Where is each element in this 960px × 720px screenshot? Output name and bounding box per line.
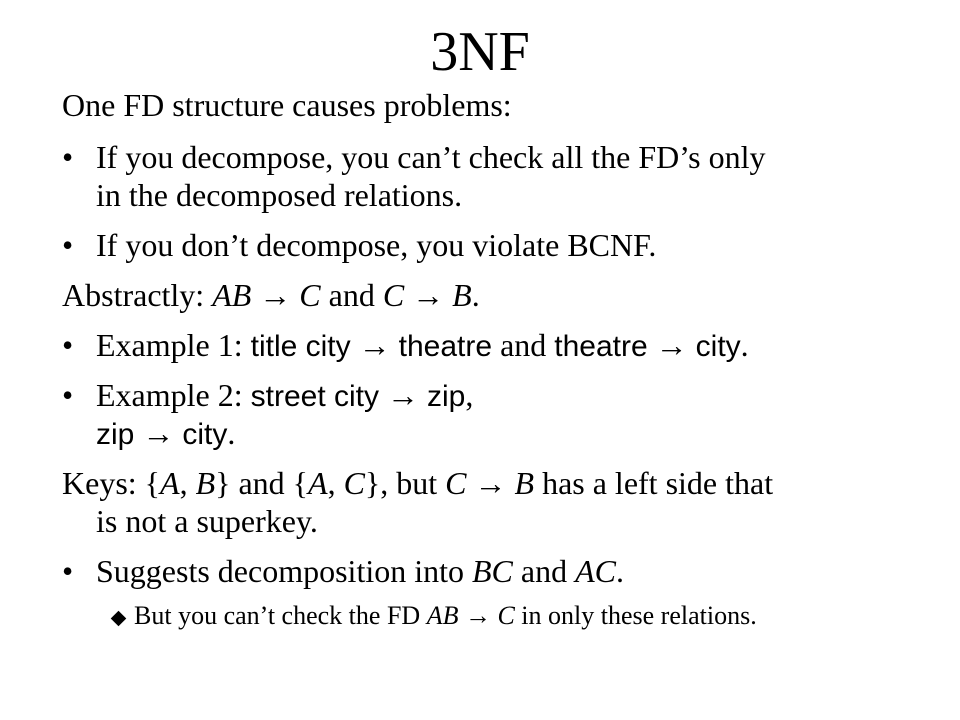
diamond-bullet-icon	[111, 611, 127, 627]
bullet-marker: •	[62, 139, 74, 175]
keys-B1: B	[195, 465, 216, 501]
example-1-lhs2: theatre	[554, 330, 648, 363]
abstract-and: and	[320, 277, 383, 313]
bullet-marker: •	[62, 227, 74, 263]
arrow-symbol: →	[474, 465, 507, 501]
bullet-marker: •	[62, 377, 74, 413]
keys-sep2: ,	[327, 465, 344, 501]
slide-title: 3NF	[430, 21, 530, 83]
keys-A2: A	[308, 465, 328, 501]
example-2-lhs2: zip	[96, 418, 135, 451]
example-2-lhs: street city	[250, 380, 379, 413]
example-1-line	[96, 326, 749, 366]
arrow-symbol: →	[358, 327, 391, 363]
abstract-line	[62, 276, 480, 314]
arrow-symbol: →	[412, 277, 445, 313]
problem-2-line-1: If you don’t decompose, you violate BCNF.	[96, 227, 657, 263]
suggest-line	[96, 552, 624, 590]
keys-prefix: Keys: {	[62, 465, 161, 501]
keys-tail: has a left side that	[534, 465, 774, 501]
sub-AB: AB	[426, 601, 459, 630]
keys-mid: } and {	[215, 465, 309, 501]
arrow-symbol: →	[259, 277, 292, 313]
suggest-end: .	[615, 553, 624, 589]
abstract-end: .	[471, 277, 480, 313]
example-2-comma: ,	[465, 377, 474, 413]
arrow-symbol: →	[464, 601, 491, 630]
intro-text: One FD structure causes problems:	[62, 87, 512, 123]
sub-bullet-line	[134, 600, 757, 632]
sub-C: C	[497, 601, 515, 630]
problem-1-line-2: in the decomposed relations.	[96, 177, 463, 213]
sub-text: But you can’t check the FD	[134, 601, 427, 630]
keys-B3: B	[514, 465, 535, 501]
example-2-end: .	[227, 415, 236, 451]
keys-C2: C	[343, 465, 365, 501]
bullet-marker: •	[62, 327, 74, 363]
example-2-line-1	[96, 376, 473, 416]
keys-line-2: is not a superkey.	[96, 503, 318, 539]
abstract-rhs2: B	[452, 277, 472, 313]
example-2-rhs: zip	[427, 380, 466, 413]
example-2-line-2	[96, 414, 235, 454]
problem-1-line-1: If you decompose, you can’t check all the FD’s only	[96, 139, 766, 175]
abstract-rhs1: C	[299, 277, 321, 313]
example-1-rhs2: city	[695, 330, 741, 363]
abstract-prefix: Abstractly:	[62, 277, 213, 313]
example-2-label: Example 2:	[96, 377, 251, 413]
bullet-marker: •	[62, 553, 74, 589]
abstract-lhs2: C	[382, 277, 405, 313]
keys-C3: C	[445, 465, 467, 501]
keys-line-1	[62, 464, 773, 502]
sub-tail: in only these relations.	[514, 601, 757, 630]
arrow-symbol: →	[655, 327, 688, 363]
abstract-lhs1: AB	[212, 277, 252, 313]
keys-A1: A	[160, 465, 180, 501]
example-1-end: .	[740, 327, 749, 363]
suggest-and: and	[512, 553, 576, 589]
keys-sep1: ,	[179, 465, 196, 501]
example-1-and: and	[492, 327, 555, 363]
keys-close: }, but	[364, 465, 446, 501]
arrow-symbol: →	[387, 377, 419, 413]
example-1-lhs: title city	[250, 330, 351, 363]
suggest-AC: AC	[575, 553, 616, 589]
arrow-symbol: →	[142, 415, 175, 451]
suggest-text: Suggests decomposition into	[96, 553, 472, 589]
example-1-label: Example 1:	[96, 327, 251, 363]
example-1-rhs: theatre	[398, 330, 493, 363]
example-2-rhs2: city	[182, 418, 228, 451]
suggest-BC: BC	[472, 553, 513, 589]
